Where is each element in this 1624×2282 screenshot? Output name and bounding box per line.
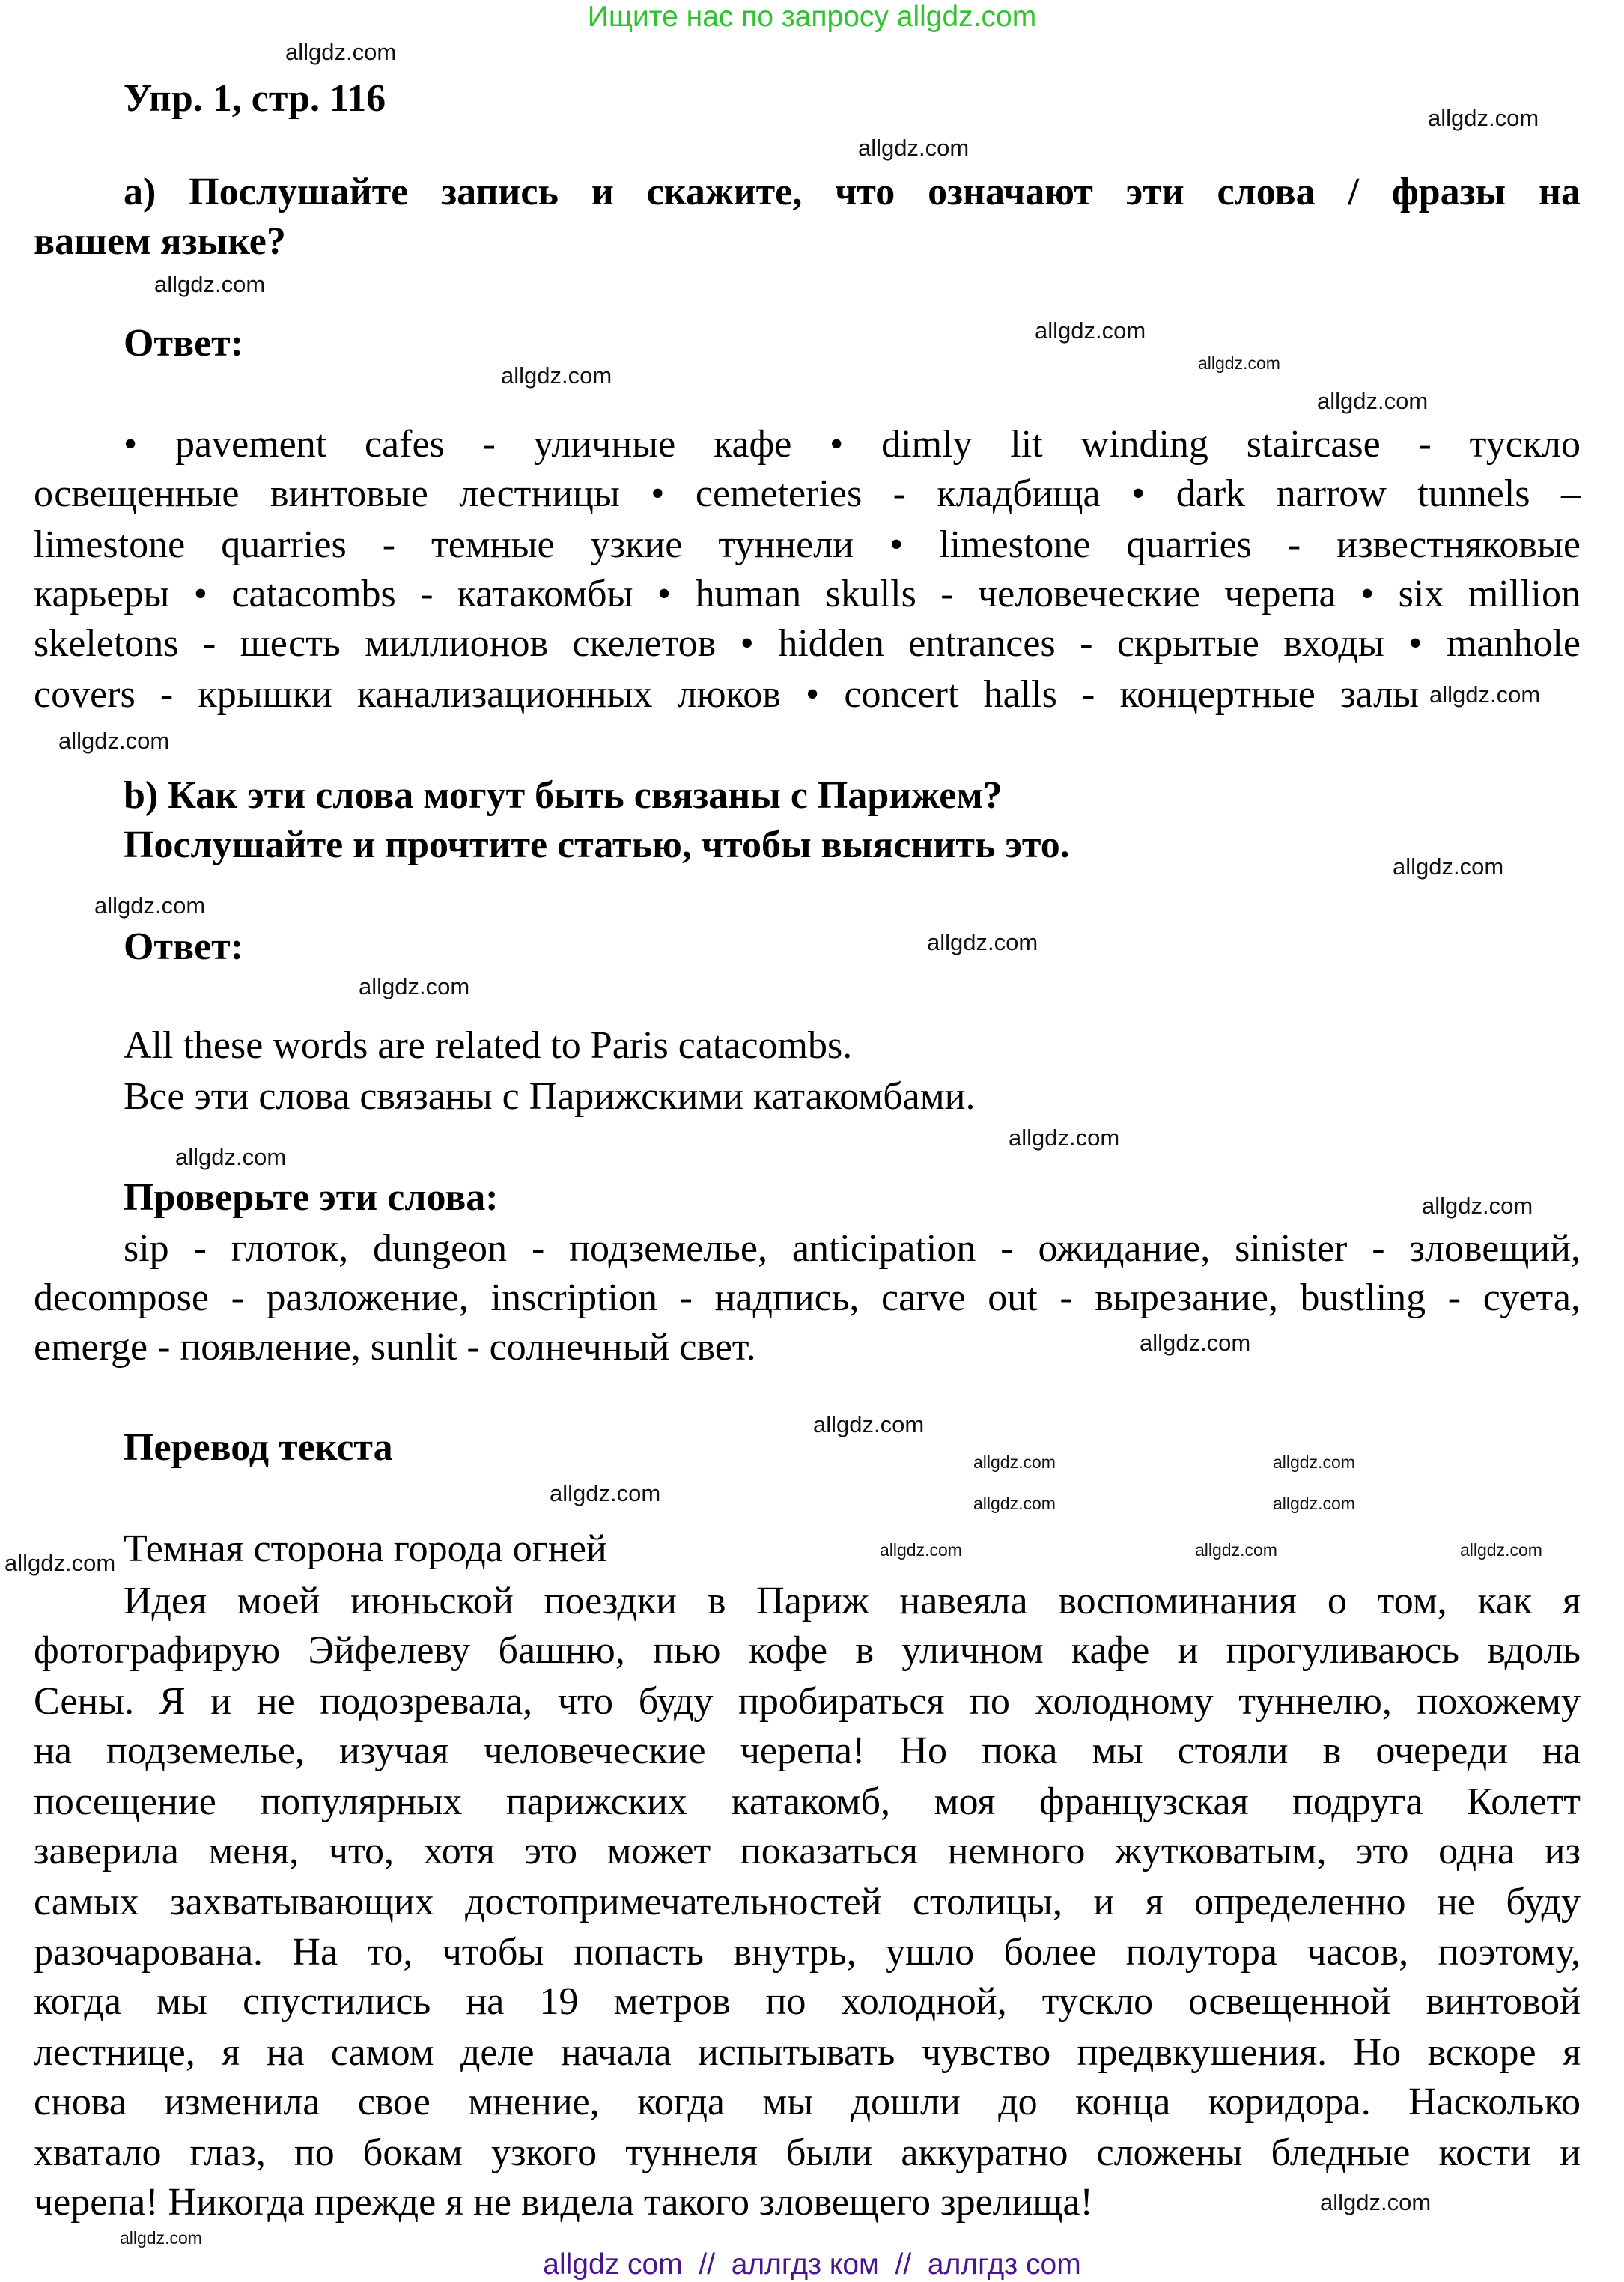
text-title: Темная сторона города огней	[124, 1527, 607, 1570]
check-label: Проверьте эти слова:	[124, 1176, 499, 1219]
task-b-line: b) Как эти слова могут быть связаны с Парижем?	[124, 774, 1003, 817]
text-line: фотографирую Эйфелеву башню, пью кофе в уличном кафе и прогуливаюсь вдоль	[34, 1629, 1581, 1672]
watermark: allgdz.com	[1393, 854, 1504, 880]
watermark: allgdz.com	[1429, 681, 1541, 708]
text-line: заверила меня, что, хотя это может показаться немного жутковатым, это одна из	[34, 1830, 1581, 1872]
watermark: allgdz.com	[1195, 1540, 1277, 1560]
text-line: снова изменила свое мнение, когда мы дошли до конца коридора. Насколько	[34, 2081, 1581, 2123]
watermark: allgdz.com	[1320, 2189, 1432, 2215]
vocab-line: освещенные винтовые лестницы • cemeteries - кладбища • dark narrow tunnels –	[34, 472, 1581, 515]
check-line: decompose - разложение, inscription - надпись, carve out - вырезание, bustling - суета,	[34, 1277, 1581, 1319]
watermark: allgdz.com	[359, 973, 470, 999]
text-line: хватало глаз, по бокам узкого туннеля были аккуратно сложены бледные кости и	[34, 2132, 1581, 2174]
watermark: allgdz.com	[120, 2228, 202, 2248]
task-a-line: вашем языке?	[34, 220, 286, 263]
text-line: Идея моей июньской поездки в Париж навеяла воспоминания о том, как я	[124, 1580, 1581, 1622]
watermark: allgdz.com	[154, 271, 266, 297]
watermark: allgdz.com	[550, 1480, 661, 1506]
vocab-line: skeletons - шесть миллионов скелетов • hidden entrances - скрытые входы • manhole	[34, 622, 1581, 665]
watermark: allgdz.com	[58, 728, 170, 754]
watermark: allgdz.com	[1035, 317, 1146, 344]
watermark: allgdz.com	[927, 929, 1038, 955]
task-a-line: а) Послушайте запись и скажите, что означают эти слова / фразы на	[124, 171, 1581, 213]
text-line: разочарована. На то, чтобы попасть внутрь, ушло более полутора часов, поэтому,	[34, 1931, 1581, 1974]
watermark: allgdz.com	[1009, 1125, 1120, 1151]
task-b-line: Послушайте и прочтите статью, чтобы выяснить это.	[124, 824, 1070, 866]
watermark: allgdz.com	[1198, 353, 1280, 373]
translation-label: Перевод текста	[124, 1426, 393, 1469]
vocab-line: карьеры • catacombs - катакомбы • human skulls - человеческие черепа • six million	[34, 573, 1581, 615]
search-banner[interactable]: Ищите нас по запросу allgdz.com	[587, 1, 1037, 33]
watermark: allgdz.com	[973, 1494, 1056, 1513]
vocab-line: limestone quarries - темные узкие туннели • limestone quarries - известняковые	[34, 523, 1581, 566]
watermark: allgdz.com	[4, 1550, 116, 1576]
text-line: черепа! Никогда прежде я не видела такого зловещего зрелища!	[34, 2181, 1093, 2224]
watermark: allgdz.com	[1460, 1540, 1542, 1560]
text-line: на подземелье, изучая человеческие черепа! Но пока мы стояли в очереди на	[34, 1729, 1581, 1772]
exercise-title: Упр. 1, стр. 116	[124, 77, 386, 120]
watermark: allgdz.com	[880, 1540, 962, 1560]
footer-links[interactable]: allgdz com // аллгдз ком // аллгдз com	[543, 2248, 1081, 2281]
watermark: allgdz.com	[94, 892, 206, 919]
watermark: allgdz.com	[1140, 1330, 1251, 1356]
text-line: посещение популярных парижских катакомб, моя французская подруга Колетт	[34, 1780, 1581, 1823]
watermark: allgdz.com	[175, 1144, 287, 1170]
watermark: allgdz.com	[1428, 105, 1539, 131]
watermark: allgdz.com	[813, 1411, 925, 1437]
watermark: allgdz.com	[1317, 388, 1429, 414]
watermark: allgdz.com	[501, 362, 612, 389]
check-line: emerge - появление, sunlit - солнечный свет.	[34, 1326, 756, 1369]
answer-b-line: All these words are related to Paris catacombs.	[124, 1024, 853, 1067]
text-line: лестнице, я на самом деле начала испытывать чувство предвкушения. Но вскоре я	[34, 2031, 1581, 2074]
text-line: Сены. Я и не подозревала, что буду пробираться по холодному туннелю, похожему	[34, 1680, 1581, 1723]
answer-label: Ответ:	[124, 925, 244, 968]
watermark: allgdz.com	[1273, 1452, 1355, 1472]
watermark: allgdz.com	[858, 135, 970, 161]
text-line: самых захватывающих достопримечательностей столицы, и я определенно не буду	[34, 1881, 1581, 1923]
vocab-line: • pavement cafes - уличные кафе • dimly lit winding staircase - тускло	[124, 423, 1581, 466]
watermark: allgdz.com	[285, 39, 397, 65]
answer-label: Ответ:	[124, 322, 244, 365]
watermark: allgdz.com	[973, 1452, 1056, 1472]
vocab-line: covers - крышки канализационных люков • concert halls - концертные залы	[34, 673, 1419, 716]
answer-b-line: Все эти слова связаны с Парижскими катакомбами.	[124, 1075, 976, 1118]
watermark: allgdz.com	[1273, 1494, 1355, 1513]
check-line: sip - глоток, dungeon - подземелье, anticipation - ожидание, sinister - зловещий,	[124, 1227, 1581, 1270]
watermark: allgdz.com	[1422, 1193, 1533, 1219]
text-line: когда мы спустились на 19 метров по холодной, тускло освещенной винтовой	[34, 1980, 1581, 2023]
